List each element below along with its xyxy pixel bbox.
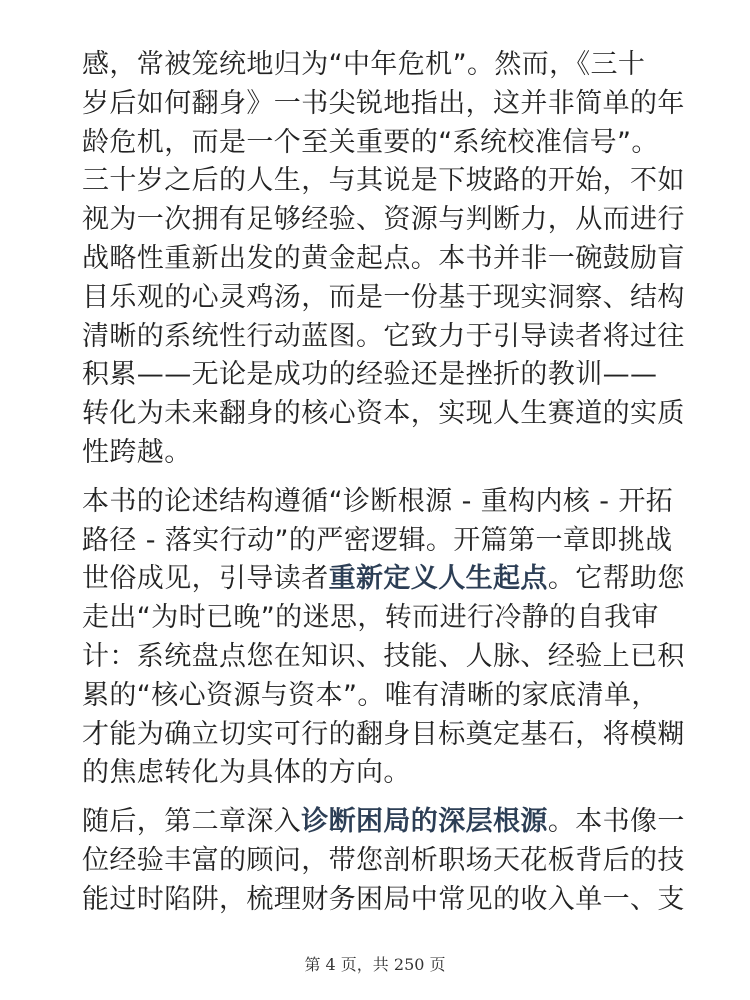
text-segment: 感，常被笼统地归为“中年危机”。然而，《三十 xyxy=(82,49,646,80)
text-line xyxy=(82,162,685,201)
text-line xyxy=(82,395,685,434)
text-segment: 能过时陷阱，梳理财务困局中常见的收入单一、支 xyxy=(82,883,685,915)
text-segment: 本书的论述结构遵循“诊断根源 - 重构内核 - 开拓 xyxy=(82,485,674,517)
text-segment: 视为一次拥有足够经验、资源与判断力，从而进行 xyxy=(82,204,685,236)
document-body xyxy=(82,46,685,920)
text-segment: 的焦虑转化为具体的方向。 xyxy=(82,757,411,789)
text-line xyxy=(82,318,685,357)
text-line xyxy=(82,803,685,842)
text-segment: 累的“核心资源与资本”。唯有清晰的家底清单， xyxy=(82,679,659,711)
text-segment: 世俗成见，引导读者 xyxy=(82,563,329,595)
text-segment: 。本书像一 xyxy=(547,806,685,838)
text-segment: 随后，第二章深入 xyxy=(82,806,302,838)
text-line xyxy=(82,754,672,793)
text-line xyxy=(82,46,672,85)
text-segment: 三十岁之后的人生，与其说是下坡路的开始，不如 xyxy=(82,165,685,197)
text-line xyxy=(82,638,685,677)
text-line xyxy=(82,240,685,279)
text-segment: 清晰的系统性行动蓝图。它致力于引导读者将过往 xyxy=(82,320,685,352)
paragraph xyxy=(82,46,685,473)
text-line xyxy=(82,599,672,638)
text-segment: 位经验丰富的顾问，带您剖析职场天花板背后的技 xyxy=(82,844,685,876)
text-segment: 岁后如何翻身》一书尖锐地指出，这并非简单的年 xyxy=(82,87,685,119)
text-line xyxy=(82,716,685,755)
text-segment: 目乐观的心灵鸡汤，而是一份基于现实洞察、结构 xyxy=(82,281,685,313)
text-line xyxy=(82,677,672,716)
text-segment: 积累——无论是成功的经验还是挫折的教训—— xyxy=(82,359,658,391)
page-footer: 第 4 页，共 250 页 xyxy=(304,955,446,974)
text-line xyxy=(82,201,685,240)
paragraph-gap xyxy=(82,793,672,803)
text-segment: 才能为确立切实可行的翻身目标奠定基石，将模糊 xyxy=(82,718,685,750)
text-line xyxy=(82,85,685,124)
text-segment: 走出“为时已晚”的迷思，转而进行冷静的自我审 xyxy=(82,602,659,634)
text-segment: 战略性重新出发的黄金起点。本书并非一碗鼓励盲 xyxy=(82,242,685,274)
text-line xyxy=(82,881,685,920)
text-line xyxy=(82,483,672,522)
text-segment: 路径 - 落实行动”的严密逻辑。开篇第一章即挑战 xyxy=(82,524,673,556)
paragraph-gap xyxy=(82,473,672,483)
text-line xyxy=(82,434,672,473)
text-segment: 。它帮助您 xyxy=(547,563,685,595)
text-line xyxy=(82,279,685,318)
text-line xyxy=(82,356,672,395)
text-line xyxy=(82,522,672,561)
text-segment: 转化为未来翻身的核心资本，实现人生赛道的实质 xyxy=(82,398,685,430)
text-segment: 龄危机，而是一个至关重要的“系统校准信号”。 xyxy=(82,126,659,158)
text-line xyxy=(82,124,672,163)
text-segment: 性跨越。 xyxy=(82,436,192,468)
paragraph xyxy=(82,803,685,919)
text-segment: 计：系统盘点您在知识、技能、人脉、经验上已积 xyxy=(82,640,685,672)
paragraph xyxy=(82,483,685,793)
bold-emphasis: 重新定义人生起点 xyxy=(328,563,548,595)
bold-emphasis: 诊断困局的深层根源 xyxy=(301,806,548,838)
text-line xyxy=(82,560,685,599)
text-line xyxy=(82,842,685,881)
